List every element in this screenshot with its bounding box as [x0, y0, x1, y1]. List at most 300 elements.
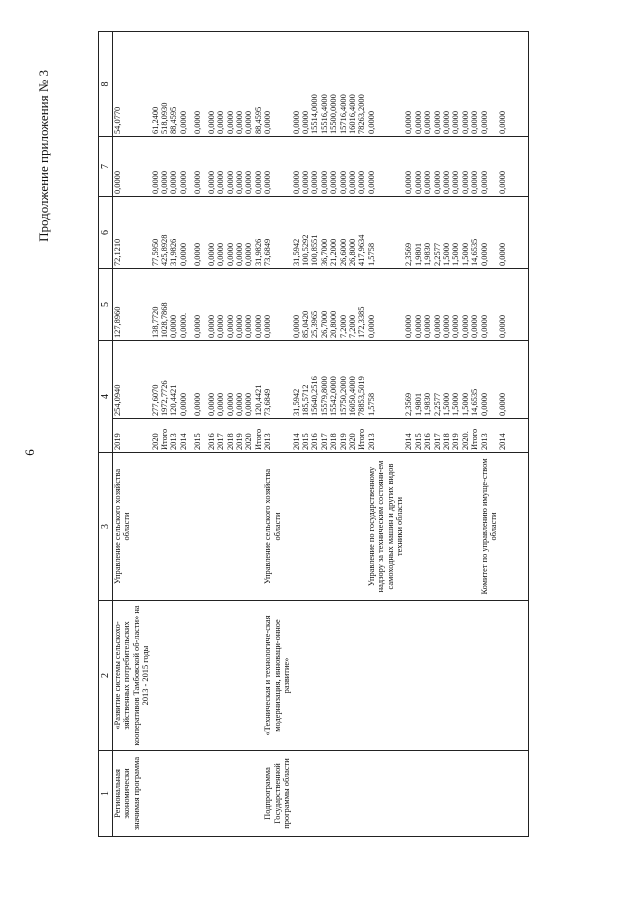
- regional-cell: 14,6535: [470, 197, 479, 269]
- total-cell: 0,0000: [207, 341, 216, 419]
- regional-cell: 26,8000: [348, 197, 357, 269]
- regional-cell: 36,7000: [320, 197, 329, 269]
- executor-cell: Управление сельского хозяйства области: [113, 453, 151, 601]
- federal-cell: 0,0000: [226, 269, 235, 341]
- regional-cell: 26,6000: [339, 197, 348, 269]
- federal-cell: 0,0000: [216, 269, 225, 341]
- federal-cell: 0,0000.: [179, 269, 193, 341]
- total-cell: 1,9801: [414, 341, 423, 419]
- total-cell: 0,0000: [216, 341, 225, 419]
- regional-cell: 21,2000: [329, 197, 338, 269]
- local-cell: 0,0000: [216, 137, 225, 197]
- federal-cell: 7,2000: [339, 269, 348, 341]
- local-cell: 0,0000: [339, 137, 348, 197]
- federal-cell: 0,0000: [404, 269, 413, 341]
- federal-cell: 0,0000: [414, 269, 423, 341]
- other-cell: 16016,4000: [348, 32, 357, 137]
- program-type-cell: [339, 751, 348, 837]
- federal-cell: 26,7000: [320, 269, 329, 341]
- local-cell: 0,0000: [179, 137, 193, 197]
- program-name-cell: [498, 601, 526, 751]
- regional-cell: 0,0000: [216, 197, 225, 269]
- federal-cell: 0,0000: [207, 269, 216, 341]
- executor-cell: [414, 453, 423, 601]
- executor-cell: [244, 453, 253, 601]
- program-name-cell: [254, 601, 263, 751]
- regional-cell: 31,9826: [254, 197, 263, 269]
- program-name-cell: [442, 601, 451, 751]
- other-cell: 15716,4000: [339, 32, 348, 137]
- table-row: [348, 32, 357, 837]
- program-type-cell: [357, 751, 366, 837]
- table-row: [207, 32, 216, 837]
- federal-cell: 0,0000: [235, 269, 244, 341]
- executor-cell: [357, 453, 366, 601]
- federal-cell: 172,3385: [357, 269, 366, 341]
- regional-cell: 0,0000: [226, 197, 235, 269]
- executor-cell: [193, 453, 207, 601]
- column-header: 3: [99, 453, 113, 601]
- table-row: [470, 32, 479, 837]
- executor-cell: Управление сельского хозяйства области: [263, 453, 291, 601]
- other-cell: 0,0000: [414, 32, 423, 137]
- federal-cell: 0,0000: [451, 269, 460, 341]
- year-cell: 2016: [423, 419, 432, 453]
- other-cell: 0,0000: [423, 32, 432, 137]
- table-bottom-cell: [526, 137, 529, 197]
- federal-cell: 7,2000: [348, 269, 357, 341]
- local-cell: 0,0000: [480, 137, 499, 197]
- program-name-cell: [193, 601, 207, 751]
- table-body: [113, 32, 529, 837]
- total-cell: 0,0000: [235, 341, 244, 419]
- executor-cell: [179, 453, 193, 601]
- year-cell: 2016: [310, 419, 319, 453]
- total-cell: 185,5712: [301, 341, 310, 419]
- program-type-cell: [367, 751, 405, 837]
- executor-cell: [254, 453, 263, 601]
- program-name-cell: [414, 601, 423, 751]
- year-cell: 2014: [498, 419, 526, 453]
- table-row: [254, 32, 263, 837]
- program-type-cell: [216, 751, 225, 837]
- other-cell: 61,2400: [151, 32, 160, 137]
- federal-cell: 0,0000: [480, 269, 499, 341]
- local-cell: 0,0000: [433, 137, 442, 197]
- other-cell: 0,0000: [470, 32, 479, 137]
- year-cell: 2020: [244, 419, 253, 453]
- program-type-cell: [169, 751, 178, 837]
- appendix-title: Продолжение приложения № 3: [36, 70, 51, 242]
- executor-cell: Управление по государственному надзору за техническим состояни-ем самоходных машин и других видов техники области: [367, 453, 405, 601]
- table-bottom-cell: [526, 32, 529, 137]
- local-cell: 0,0000: [367, 137, 405, 197]
- other-cell: 0,0000: [433, 32, 442, 137]
- table-row: [169, 32, 178, 837]
- other-cell: 15514,0000: [310, 32, 319, 137]
- program-name-cell: [216, 601, 225, 751]
- year-cell: 2015: [414, 419, 423, 453]
- regional-cell: 1,9801: [414, 197, 423, 269]
- total-cell: 15542,0000: [329, 341, 338, 419]
- federal-cell: 0,0000: [193, 269, 207, 341]
- program-name-cell: [451, 601, 460, 751]
- local-cell: 0,0000: [498, 137, 526, 197]
- federal-cell: 0,0000: [433, 269, 442, 341]
- table-row: [263, 32, 291, 837]
- executor-cell: [320, 453, 329, 601]
- program-type-cell: [226, 751, 235, 837]
- year-cell: 2015: [193, 419, 207, 453]
- program-type-cell: Подпрограмма Государственной программы области: [263, 751, 291, 837]
- total-cell: 78853,5019: [357, 341, 366, 419]
- regional-cell: 1,9830: [423, 197, 432, 269]
- total-cell: 0,0000: [226, 341, 235, 419]
- column-header: 2: [99, 601, 113, 751]
- regional-cell: 1,5000: [442, 197, 451, 269]
- table-row: [498, 32, 526, 837]
- local-cell: 0,0000: [207, 137, 216, 197]
- table-bottom-cell: [526, 601, 529, 751]
- federal-cell: 0,0000: [292, 269, 301, 341]
- local-cell: 0,0000: [235, 137, 244, 197]
- executor-cell: [461, 453, 470, 601]
- local-cell: 0,0000: [461, 137, 470, 197]
- program-type-cell: [423, 751, 432, 837]
- table-bottom-cell: [526, 453, 529, 601]
- total-cell: 1,5000: [442, 341, 451, 419]
- table-bottom-border: [526, 32, 529, 837]
- total-cell: 1972,7726: [160, 341, 169, 419]
- executor-cell: [292, 453, 301, 601]
- regional-cell: 73,6849: [263, 197, 291, 269]
- year-cell: 2014: [292, 419, 301, 453]
- table-row: [442, 32, 451, 837]
- table-row: [235, 32, 244, 837]
- federal-cell: 127,8960: [113, 269, 151, 341]
- regional-cell: 1,5000: [451, 197, 460, 269]
- executor-cell: [433, 453, 442, 601]
- executor-cell: [310, 453, 319, 601]
- total-cell: 1,5758: [367, 341, 405, 419]
- year-cell: 2013: [169, 419, 178, 453]
- program-type-cell: [451, 751, 460, 837]
- table-row: [310, 32, 319, 837]
- year-cell: 2018: [329, 419, 338, 453]
- federal-cell: 0,0000: [461, 269, 470, 341]
- federal-cell: 0,0000: [470, 269, 479, 341]
- total-cell: 120,4421: [254, 341, 263, 419]
- other-cell: 0,0000: [263, 32, 291, 137]
- table-row: [193, 32, 207, 837]
- other-cell: 15516,4000: [320, 32, 329, 137]
- program-type-cell: [235, 751, 244, 837]
- regional-cell: 417,9634: [357, 197, 366, 269]
- executor-cell: [301, 453, 310, 601]
- local-cell: 0,0000: [151, 137, 160, 197]
- regional-cell: 0,0000: [480, 197, 499, 269]
- other-cell: 518,0930: [160, 32, 169, 137]
- program-name-cell: [404, 601, 413, 751]
- budget-table: [98, 31, 529, 837]
- program-name-cell: [244, 601, 253, 751]
- other-cell: 0,0000: [244, 32, 253, 137]
- other-cell: 0,0000: [179, 32, 193, 137]
- other-cell: 0,0000: [301, 32, 310, 137]
- executor-cell: [216, 453, 225, 601]
- column-header: 7: [99, 137, 113, 197]
- federal-cell: 0,0000: [423, 269, 432, 341]
- executor-cell: [160, 453, 169, 601]
- program-type-cell: [179, 751, 193, 837]
- local-cell: 0,0000: [310, 137, 319, 197]
- table-row: [329, 32, 338, 837]
- program-type-cell: Региональная экономически значимая программа: [113, 751, 151, 837]
- federal-cell: 0,0000: [367, 269, 405, 341]
- regional-cell: 31,5942: [292, 197, 301, 269]
- program-type-cell: [320, 751, 329, 837]
- regional-cell: 0,0000: [179, 197, 193, 269]
- federal-cell: 0,0000: [442, 269, 451, 341]
- year-cell: 2019: [235, 419, 244, 453]
- federal-cell: 85,0420: [301, 269, 310, 341]
- year-cell: 2015: [301, 419, 310, 453]
- table-row: [480, 32, 499, 837]
- column-header: 5: [99, 269, 113, 341]
- other-cell: 0,0000: [292, 32, 301, 137]
- other-cell: 0,0000: [207, 32, 216, 137]
- executor-cell: [404, 453, 413, 601]
- table-row: [151, 32, 160, 837]
- local-cell: 0,0000: [404, 137, 413, 197]
- local-cell: 0,0000: [320, 137, 329, 197]
- table-row: [357, 32, 366, 837]
- executor-cell: [470, 453, 479, 601]
- regional-cell: 2,2577: [433, 197, 442, 269]
- local-cell: 0,0000: [226, 137, 235, 197]
- local-cell: 0,0000: [193, 137, 207, 197]
- local-cell: 0,0000: [348, 137, 357, 197]
- federal-cell: 1028,7868: [160, 269, 169, 341]
- program-name-cell: [301, 601, 310, 751]
- executor-cell: [207, 453, 216, 601]
- regional-cell: 0,0000: [244, 197, 253, 269]
- table-row: [113, 32, 151, 837]
- program-type-cell: [254, 751, 263, 837]
- total-cell: 0,0000: [480, 341, 499, 419]
- executor-cell: [169, 453, 178, 601]
- total-cell: 15640,2516: [310, 341, 319, 419]
- program-name-cell: [461, 601, 470, 751]
- total-cell: 14,6535: [470, 341, 479, 419]
- program-name-cell: [433, 601, 442, 751]
- other-cell: 0,0000: [498, 32, 526, 137]
- total-cell: 277,6070: [151, 341, 160, 419]
- other-cell: 88,4595: [169, 32, 178, 137]
- program-type-cell: [193, 751, 207, 837]
- program-type-cell: [348, 751, 357, 837]
- table-row: [226, 32, 235, 837]
- total-cell: 15579,8000: [320, 341, 329, 419]
- table-row: [461, 32, 470, 837]
- other-cell: 0,0000: [461, 32, 470, 137]
- year-cell: 2013: [367, 419, 405, 453]
- total-cell: 31,5942: [292, 341, 301, 419]
- table-row: [244, 32, 253, 837]
- local-cell: 0,0000: [414, 137, 423, 197]
- other-cell: 54,0770: [113, 32, 151, 137]
- executor-cell: [151, 453, 160, 601]
- regional-cell: 1,5000: [461, 197, 470, 269]
- program-type-cell: [461, 751, 470, 837]
- table-row: [292, 32, 301, 837]
- federal-cell: 0,0000: [169, 269, 178, 341]
- other-cell: 0,0000: [235, 32, 244, 137]
- table-row: [160, 32, 169, 837]
- executor-cell: [235, 453, 244, 601]
- program-name-cell: [329, 601, 338, 751]
- local-cell: 0,0000: [423, 137, 432, 197]
- total-cell: 16050,4000: [348, 341, 357, 419]
- total-cell: 1,5000: [461, 341, 470, 419]
- program-name-cell: [310, 601, 319, 751]
- program-name-cell: [169, 601, 178, 751]
- year-cell: Итого: [160, 419, 169, 453]
- executor-cell: [451, 453, 460, 601]
- program-type-cell: [480, 751, 499, 837]
- year-cell: 2013: [263, 419, 291, 453]
- regional-cell: 31,9826: [169, 197, 178, 269]
- year-cell: 2018: [226, 419, 235, 453]
- table-row: [179, 32, 193, 837]
- other-cell: 0,0000: [480, 32, 499, 137]
- program-type-cell: [244, 751, 253, 837]
- year-cell: 2016: [207, 419, 216, 453]
- program-name-cell: [348, 601, 357, 751]
- local-cell: 0,0000: [329, 137, 338, 197]
- year-cell: 2014: [404, 419, 413, 453]
- regional-cell: 1,5758: [367, 197, 405, 269]
- column-header: 6: [99, 197, 113, 269]
- federal-cell: 138,7720: [151, 269, 160, 341]
- year-cell: Итого: [470, 419, 479, 453]
- other-cell: 15500,0000: [329, 32, 338, 137]
- table-row: [423, 32, 432, 837]
- year-cell: 2018: [442, 419, 451, 453]
- table-row: [433, 32, 442, 837]
- program-name-cell: [320, 601, 329, 751]
- other-cell: 0,0000: [216, 32, 225, 137]
- program-name-cell: [179, 601, 193, 751]
- regional-cell: 100,5292: [301, 197, 310, 269]
- total-cell: 0,0000: [193, 341, 207, 419]
- total-cell: 1,9830: [423, 341, 432, 419]
- executor-cell: [226, 453, 235, 601]
- program-name-cell: [292, 601, 301, 751]
- regional-cell: 0,0000: [498, 197, 526, 269]
- program-type-cell: [442, 751, 451, 837]
- year-cell: 2020: [151, 419, 160, 453]
- executor-cell: Комитет по управлению имуще-ством области: [480, 453, 499, 601]
- program-name-cell: [470, 601, 479, 751]
- total-cell: 1,5000: [451, 341, 460, 419]
- year-cell: 2014: [179, 419, 193, 453]
- local-cell: 0,0000: [451, 137, 460, 197]
- other-cell: 0,0000: [367, 32, 405, 137]
- program-type-cell: [433, 751, 442, 837]
- regional-cell: 100,8551: [310, 197, 319, 269]
- year-cell: 2020.: [461, 419, 470, 453]
- year-cell: Итого: [254, 419, 263, 453]
- column-header: 4: [99, 341, 113, 453]
- table-row: [216, 32, 225, 837]
- program-name-cell: [160, 601, 169, 751]
- table-bottom-cell: [526, 269, 529, 341]
- local-cell: 0,0000: [263, 137, 291, 197]
- other-cell: 0,0000: [404, 32, 413, 137]
- federal-cell: 0,0000: [498, 269, 526, 341]
- total-cell: 2,3569: [404, 341, 413, 419]
- local-cell: 0,0000: [442, 137, 451, 197]
- other-cell: 0,0000: [193, 32, 207, 137]
- year-cell: 2017: [216, 419, 225, 453]
- program-name-cell: [226, 601, 235, 751]
- table-bottom-cell: [526, 751, 529, 837]
- total-cell: 0,0000: [244, 341, 253, 419]
- regional-cell: 0,0000: [193, 197, 207, 269]
- program-type-cell: [404, 751, 413, 837]
- local-cell: 0,0000: [301, 137, 310, 197]
- program-name-cell: [339, 601, 348, 751]
- table-bottom-cell: [526, 197, 529, 269]
- column-header: 8: [99, 32, 113, 137]
- program-name-cell: [367, 601, 405, 751]
- program-type-cell: [160, 751, 169, 837]
- federal-cell: 25,3965: [310, 269, 319, 341]
- table-bottom-cell: [526, 419, 529, 453]
- regional-cell: 2,3569: [404, 197, 413, 269]
- header-row: [99, 32, 113, 837]
- program-type-cell: [329, 751, 338, 837]
- local-cell: 0,0000: [244, 137, 253, 197]
- year-cell: 2013: [480, 419, 499, 453]
- table-bottom-cell: [526, 341, 529, 419]
- year-cell: 2020: [348, 419, 357, 453]
- year-cell: 2019: [451, 419, 460, 453]
- executor-cell: [442, 453, 451, 601]
- program-type-cell: [207, 751, 216, 837]
- total-cell: 120,4421: [169, 341, 178, 419]
- other-cell: 0,0000: [451, 32, 460, 137]
- regional-cell: 72,1210: [113, 197, 151, 269]
- program-name-cell: [480, 601, 499, 751]
- regional-cell: 0,0000: [207, 197, 216, 269]
- table-row: [301, 32, 310, 837]
- executor-cell: [423, 453, 432, 601]
- executor-cell: [348, 453, 357, 601]
- table-row: [414, 32, 423, 837]
- program-name-cell: [357, 601, 366, 751]
- program-name-cell: [235, 601, 244, 751]
- other-cell: 0,0000: [442, 32, 451, 137]
- total-cell: 2,2577: [433, 341, 442, 419]
- program-type-cell: [151, 751, 160, 837]
- program-name-cell: [151, 601, 160, 751]
- federal-cell: 0,0000: [244, 269, 253, 341]
- total-cell: 0,0000: [179, 341, 193, 419]
- program-type-cell: [498, 751, 526, 837]
- year-cell: 2019: [339, 419, 348, 453]
